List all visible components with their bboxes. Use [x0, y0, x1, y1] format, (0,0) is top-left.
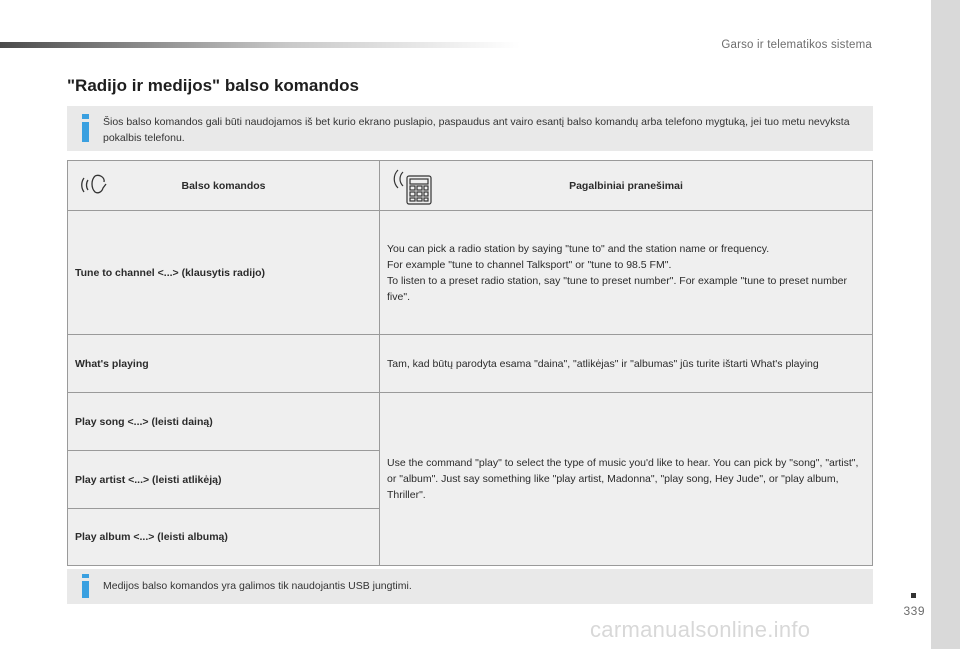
table-row	[68, 393, 873, 451]
help-cell: Tam, kad būtų parodyta esama "daina", "atlikėjas" ir "albumas" jūs turite ištarti What's playing	[380, 335, 873, 393]
help-line: You can pick a radio station by saying "tune to" and the station name or frequency.	[387, 242, 770, 255]
page-marker	[911, 593, 916, 598]
header-label-help: Pagalbiniai pranešimai	[569, 179, 683, 192]
page-number: 339	[903, 604, 925, 618]
info-note-text: Šios balso komandos gali būti naudojamos iš bet kurio ekrano puslapio, paspaudus ant vairo esantį balso komandų arba telefono mygtuką, jei tuo metu nevyksta pokalbis telefonu.	[103, 116, 850, 144]
info-note-text: Medijos balso komandos yra galimos tik naudojantis USB jungtimi.	[103, 580, 412, 592]
page-title: "Radijo ir medijos" balso komandos	[67, 76, 359, 95]
table-row	[68, 211, 873, 335]
header-cell-commands	[68, 161, 380, 211]
voice-command-icon	[79, 168, 113, 202]
voice-commands-table	[67, 160, 873, 566]
info-icon	[79, 114, 92, 142]
table-row	[68, 335, 873, 393]
info-icon	[79, 574, 92, 598]
help-line: For example "tune to channel Talksport" or "tune to 98.5 FM".	[387, 258, 672, 271]
command-cell: Tune to channel <...> (klausytis radijo)	[68, 211, 380, 335]
info-note-top	[67, 106, 873, 151]
section-title: Garso ir telematikos sistema	[721, 39, 872, 51]
info-note-bottom	[67, 569, 873, 604]
help-cell	[380, 211, 873, 335]
header-cell-help	[380, 161, 873, 211]
page-edge-band	[931, 0, 960, 649]
help-cell-shared: Use the command "play" to select the type of music you'd like to hear. You can pick by "song", "artist", or "album". Just say something like "play artist, Madonna", "play song, Hey Jude", or "play album, Thriller".	[380, 393, 873, 566]
phone-keypad-icon	[391, 168, 435, 206]
command-cell: What's playing	[68, 335, 380, 393]
header-decor-bar	[0, 42, 520, 48]
header-label-commands: Balso komandos	[181, 179, 266, 192]
table-header-row	[68, 161, 873, 211]
command-cell: Play artist <...> (leisti atlikėją)	[68, 451, 380, 509]
command-cell: Play song <...> (leisti dainą)	[68, 393, 380, 451]
watermark: carmanualsonline.info	[590, 617, 811, 642]
help-line: To listen to a preset radio station, say "tune to preset number". For example "tune to preset number five".	[387, 274, 848, 303]
command-cell: Play album <...> (leisti albumą)	[68, 509, 380, 566]
